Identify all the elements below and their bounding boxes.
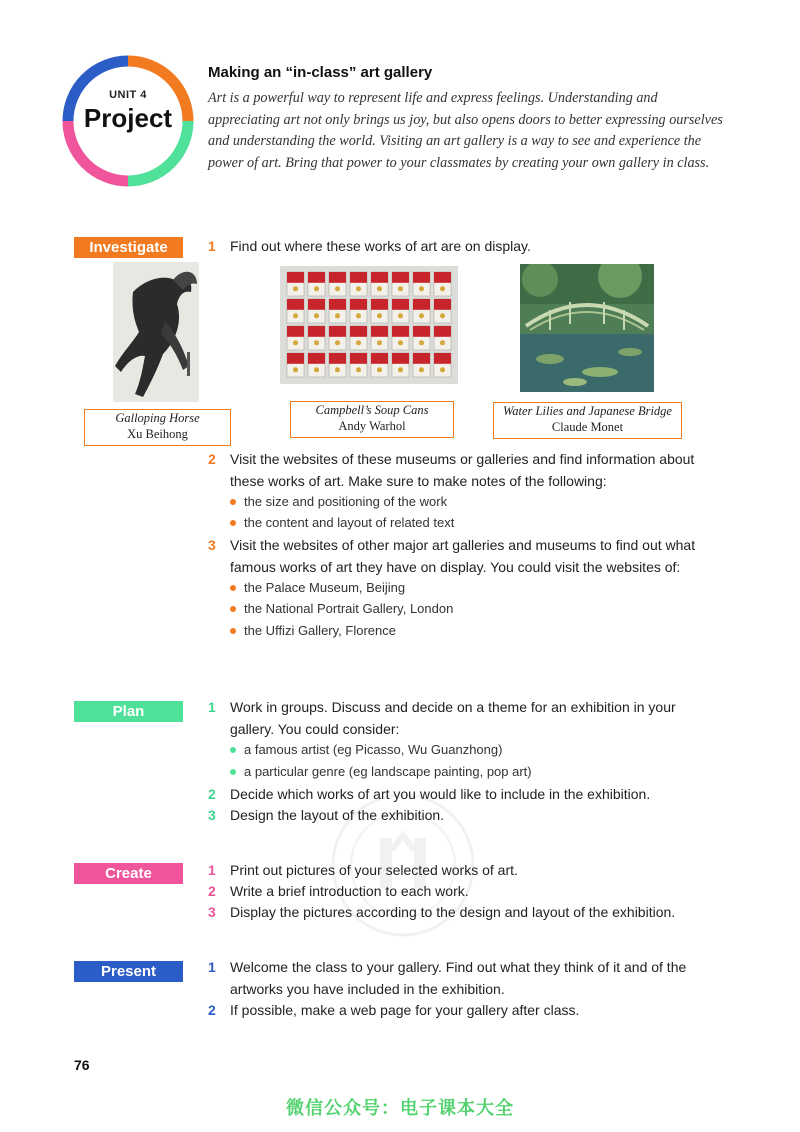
- present-step-1-line-2: artworks you have included in the exhibition.: [230, 981, 505, 997]
- step-number: 3: [208, 807, 216, 823]
- soup-can-label: [287, 272, 304, 283]
- page-number: 76: [74, 1057, 90, 1073]
- step-text: If possible, make a web page for your gallery after class.: [230, 1002, 580, 1018]
- bullet-dot-icon: [230, 628, 236, 634]
- step-number: 2: [208, 451, 216, 467]
- step-number: 3: [208, 537, 216, 553]
- plan-step-2: [208, 783, 650, 805]
- soup-can-label: [329, 272, 346, 283]
- step-number: 2: [208, 1002, 216, 1018]
- bullet-dot-icon: [230, 499, 236, 505]
- soup-can-seal: [356, 367, 361, 372]
- step-number: 1: [208, 238, 216, 254]
- soup-can-label: [371, 353, 388, 364]
- step-number: 2: [208, 786, 216, 802]
- soup-can-seal: [419, 367, 424, 372]
- section-label-plan: Plan: [74, 701, 183, 722]
- page-title: Making an “in-class” art gallery: [208, 64, 433, 81]
- soup-can-seal: [377, 286, 382, 291]
- bullet-text: the Uffizi Gallery, Florence: [244, 623, 396, 638]
- investigate-step-1: [208, 235, 531, 257]
- bullet-dot-icon: [230, 606, 236, 612]
- list-item: [230, 600, 453, 618]
- list-item: [230, 622, 396, 640]
- bullet-dot-icon: [230, 769, 236, 775]
- unit-number: UNIT 4: [109, 89, 147, 101]
- bullet-text: the Palace Museum, Beijing: [244, 580, 406, 595]
- artwork-soup-cans-image: [280, 266, 458, 384]
- soup-can-label: [350, 299, 367, 310]
- soup-can-seal: [440, 286, 445, 291]
- soup-can-seal: [419, 313, 424, 318]
- soup-can-label: [392, 353, 409, 364]
- step-number: 1: [208, 862, 216, 878]
- step-number: 2: [208, 883, 216, 899]
- step-text-line-1: Work in groups. Discuss and decide on a theme for an exhibition in your: [230, 699, 676, 715]
- soup-can-seal: [398, 286, 403, 291]
- artwork-water-lilies-image: [520, 264, 654, 392]
- soup-can-seal: [335, 286, 340, 291]
- artwork-artist: Claude Monet: [551, 420, 624, 434]
- bullet-text: the size and positioning of the work: [244, 494, 448, 509]
- section-label-create: Create: [74, 863, 183, 884]
- soup-can-seal: [293, 313, 298, 318]
- artwork-artist: Xu Beihong: [127, 427, 188, 441]
- soup-can-label: [308, 326, 325, 337]
- list-item: [230, 493, 447, 511]
- unit-badge: [62, 55, 194, 187]
- soup-can-label: [308, 299, 325, 310]
- soup-can-label: [350, 326, 367, 337]
- step-text: Design the layout of the exhibition.: [230, 807, 445, 823]
- footer-watermark: 微信公众号：电子课本大全: [286, 1098, 514, 1118]
- soup-can-seal: [314, 367, 319, 372]
- artwork-galloping-horse-image: [113, 262, 199, 402]
- bullet-dot-icon: [230, 585, 236, 591]
- soup-can-label: [329, 353, 346, 364]
- step-number: 1: [208, 699, 216, 715]
- soup-can-seal: [398, 313, 403, 318]
- soup-can-seal: [356, 340, 361, 345]
- soup-can-label: [329, 299, 346, 310]
- bullet-dot-icon: [230, 520, 236, 526]
- soup-can-seal: [419, 340, 424, 345]
- soup-can-label: [434, 299, 451, 310]
- soup-can-label: [413, 299, 430, 310]
- badge-title: Project: [83, 103, 173, 133]
- investigate-step-3: [208, 534, 695, 556]
- bullet-dot-icon: [230, 747, 236, 753]
- bullet-text: the content and layout of related text: [244, 515, 455, 530]
- soup-can-seal: [440, 367, 445, 372]
- soup-can-seal: [335, 313, 340, 318]
- step-text-line-1: Welcome the class to your gallery. Find out what they think of it and of the: [230, 959, 687, 975]
- soup-can-seal: [356, 313, 361, 318]
- investigate-step-2: [208, 448, 694, 470]
- soup-can-label: [413, 326, 430, 337]
- caption-galloping-horse: [84, 409, 231, 446]
- soup-can-label: [329, 326, 346, 337]
- horse-painting-icon: [113, 262, 199, 402]
- soup-can-seal: [440, 340, 445, 345]
- step-number: 1: [208, 959, 216, 975]
- soup-can-label: [413, 272, 430, 283]
- caption-soup-cans: [290, 401, 454, 438]
- list-item: [230, 579, 405, 597]
- investigate-step-2-line-2: these works of art. Make sure to make notes of the following:: [230, 473, 607, 489]
- soup-can-seal: [335, 367, 340, 372]
- step-text: Write a brief introduction to each work.: [230, 883, 469, 899]
- list-item: [230, 514, 454, 532]
- soup-can-seal: [293, 286, 298, 291]
- soup-can-label: [371, 299, 388, 310]
- list-item: [230, 741, 502, 759]
- soup-can-seal: [314, 313, 319, 318]
- artwork-title: Water Lilies and Japanese Bridge: [503, 404, 672, 418]
- create-step-3: [208, 901, 675, 923]
- soup-can-seal: [293, 367, 298, 372]
- soup-can-seal: [377, 313, 382, 318]
- soup-can-seal: [335, 340, 340, 345]
- bullet-text: a particular genre (eg landscape painting, pop art): [244, 764, 532, 779]
- soup-can-label: [350, 353, 367, 364]
- section-label-present: Present: [74, 961, 183, 982]
- artwork-title: Galloping Horse: [115, 411, 200, 425]
- soup-can-label: [434, 353, 451, 364]
- soup-can-label: [392, 299, 409, 310]
- create-step-1: [208, 859, 518, 881]
- artwork-artist: Andy Warhol: [338, 419, 406, 433]
- soup-can-label: [287, 326, 304, 337]
- bullet-text: the National Portrait Gallery, London: [244, 601, 454, 616]
- water-lilies-painting-icon: [520, 264, 654, 392]
- step-text: Print out pictures of your selected works of art.: [230, 862, 518, 878]
- bullet-text: a famous artist (eg Picasso, Wu Guanzhong): [244, 742, 503, 757]
- create-step-2: [208, 880, 469, 902]
- soup-can-seal: [314, 286, 319, 291]
- soup-can-label: [434, 272, 451, 283]
- soup-can-label: [371, 326, 388, 337]
- step-number: 3: [208, 904, 216, 920]
- soup-can-seal: [419, 286, 424, 291]
- soup-can-seal: [314, 340, 319, 345]
- soup-can-seal: [377, 340, 382, 345]
- step-text: Display the pictures according to the design and layout of the exhibition.: [230, 904, 676, 920]
- step-text-line-1: Visit the websites of other major art galleries and museums to find out what: [230, 537, 696, 553]
- soup-can-seal: [440, 313, 445, 318]
- investigate-step-3-line-2: famous works of art they have on display. You could visit the websites of:: [230, 559, 681, 575]
- soup-can-label: [308, 353, 325, 364]
- step-text: Find out where these works of art are on display.: [230, 238, 531, 254]
- step-text: Decide which works of art you would like to include in the exhibition.: [230, 786, 651, 802]
- soup-can-seal: [356, 286, 361, 291]
- list-item: [230, 763, 532, 781]
- soup-can-seal: [398, 340, 403, 345]
- soup-can-seal: [377, 367, 382, 372]
- step-text-line-1: Visit the websites of these museums or galleries and find information about: [230, 451, 695, 467]
- soup-can-label: [392, 326, 409, 337]
- intro-paragraph: Art is a powerful way to represent life and express feelings. Understanding and appreciating art not only brings us joy, but also opens doors to better expressing ourselves and understanding the world. Visiting an art gallery is a way to see and experience the power of art. Bring that power to your classmates by creating your own gallery in class.: [208, 90, 723, 171]
- present-step-2: [208, 999, 579, 1021]
- soup-can-seal: [398, 367, 403, 372]
- artwork-title: Campbell’s Soup Cans: [315, 403, 429, 417]
- plan-step-3: [208, 804, 444, 826]
- soup-cans-grid-icon: [280, 266, 458, 384]
- plan-step-1-line-2: gallery. You could consider:: [230, 721, 400, 737]
- section-label-investigate: Investigate: [74, 237, 183, 258]
- caption-water-lilies: [493, 402, 682, 439]
- soup-can-label: [350, 272, 367, 283]
- soup-can-label: [371, 272, 388, 283]
- soup-can-label: [434, 326, 451, 337]
- soup-can-seal: [293, 340, 298, 345]
- soup-can-label: [287, 299, 304, 310]
- plan-step-1: [208, 696, 676, 718]
- soup-can-label: [287, 353, 304, 364]
- soup-can-label: [392, 272, 409, 283]
- present-step-1: [208, 956, 686, 978]
- soup-can-label: [413, 353, 430, 364]
- soup-can-label: [308, 272, 325, 283]
